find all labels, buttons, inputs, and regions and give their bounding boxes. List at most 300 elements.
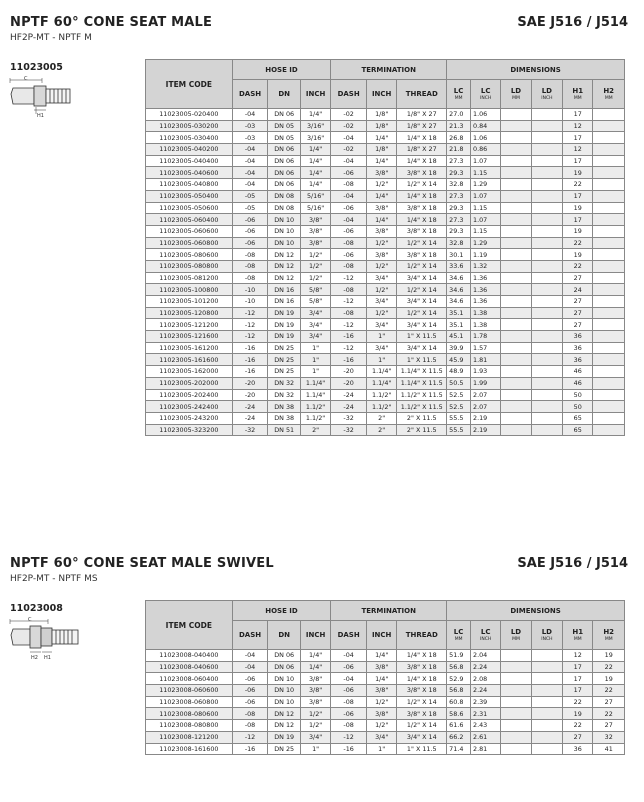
table-cell: 1/2" <box>367 720 397 732</box>
table-cell: 27 <box>563 296 593 308</box>
table-cell: -04 <box>232 144 268 156</box>
table-cell: DN 32 <box>268 377 301 389</box>
table-cell: -04 <box>331 650 367 662</box>
table-cell: 1/4" <box>367 155 397 167</box>
table-cell: 1.06 <box>471 109 501 121</box>
table-cell: 46 <box>563 366 593 378</box>
table-cell: -06 <box>331 202 367 214</box>
table-cell <box>593 284 625 296</box>
table-cell: -04 <box>232 167 268 179</box>
item-code-cell: 11023005-202000 <box>146 377 233 389</box>
item-code-cell: 11023005-020400 <box>146 109 233 121</box>
table-cell <box>501 720 531 732</box>
table-cell <box>531 260 562 272</box>
table-cell: 1" X 11.5 <box>397 743 447 755</box>
standard-label: SAE J516 / J514 <box>517 556 628 571</box>
table-cell <box>593 167 625 179</box>
table-cell <box>531 731 562 743</box>
table-cell: 1/8" X 27 <box>397 109 447 121</box>
item-code-cell: 11023005-040200 <box>146 144 233 156</box>
table-cell: 36 <box>563 743 593 755</box>
table-cell: 1/2" <box>300 720 330 732</box>
table-cell: -06 <box>232 673 268 685</box>
table-cell: 55.5 <box>447 412 471 424</box>
column-header-unit: MM <box>454 96 463 101</box>
table-cell: -10 <box>232 296 268 308</box>
table-cell <box>501 424 531 436</box>
table-cell: 22 <box>563 260 593 272</box>
column-header <box>501 621 531 650</box>
table-cell <box>531 319 562 331</box>
column-header-label: DASH <box>337 631 360 639</box>
item-code-cell: 11023005-040400 <box>146 155 233 167</box>
table-cell: 1/2" <box>300 272 330 284</box>
table-body <box>146 109 625 436</box>
table-row <box>146 377 625 389</box>
table-cell: -24 <box>232 412 268 424</box>
table-cell: 1.1/4" X 11.5 <box>397 366 447 378</box>
table-cell: DN 10 <box>268 685 301 697</box>
table-cell: 3/16" <box>300 120 330 132</box>
table-cell: 1/2" <box>367 696 397 708</box>
table-cell: -08 <box>232 720 268 732</box>
table-cell: -12 <box>232 331 268 343</box>
table-cell: 1/2" <box>367 284 397 296</box>
item-code-cell: 11023008-080600 <box>146 708 233 720</box>
table-cell: -20 <box>232 389 268 401</box>
table-cell <box>501 743 531 755</box>
table-cell: 2.07 <box>471 389 501 401</box>
table-cell: -08 <box>331 260 367 272</box>
table-cell: 22 <box>593 661 625 673</box>
table-cell: 1" <box>367 743 397 755</box>
table-cell <box>531 650 562 662</box>
table-cell: DN 10 <box>268 214 301 226</box>
table-cell: 5/16" <box>300 202 330 214</box>
table-cell: 1/2" <box>367 237 397 249</box>
table-cell <box>593 237 625 249</box>
table-cell: 19 <box>563 708 593 720</box>
table-cell: -16 <box>232 743 268 755</box>
column-header <box>300 80 330 109</box>
table-cell <box>593 366 625 378</box>
table-cell: -06 <box>232 685 268 697</box>
item-code-cell: 11023005-162000 <box>146 366 233 378</box>
item-code-cell: 11023005-030400 <box>146 132 233 144</box>
table-cell: 3/8" <box>367 249 397 261</box>
table-cell: -16 <box>232 342 268 354</box>
column-header-unit: MM <box>604 96 613 101</box>
table-cell: 24 <box>563 284 593 296</box>
table-row <box>146 696 625 708</box>
table-cell: DN 16 <box>268 284 301 296</box>
table-cell: 1/4" <box>367 650 397 662</box>
standard-label: SAE J516 / J514 <box>517 15 628 30</box>
table-cell <box>531 179 562 191</box>
table-cell <box>501 284 531 296</box>
table-cell: 1.1/2" <box>367 389 397 401</box>
column-header <box>471 621 501 650</box>
column-header <box>367 80 397 109</box>
table-cell: 1/4" X 18 <box>397 132 447 144</box>
table-cell: DN 16 <box>268 296 301 308</box>
table-cell: -06 <box>331 685 367 697</box>
column-header-label: INCH <box>371 90 392 98</box>
table-cell: -08 <box>331 179 367 191</box>
item-code-cell: 11023008-161600 <box>146 743 233 755</box>
table-row <box>146 237 625 249</box>
column-header-label: DN <box>278 631 290 639</box>
table-cell <box>531 743 562 755</box>
fitting-male-diagram-icon <box>8 74 86 124</box>
table-cell: 33.6 <box>447 260 471 272</box>
table-cell: -12 <box>232 307 268 319</box>
table-cell <box>501 120 531 132</box>
table-cell <box>531 225 562 237</box>
table-cell: 2.43 <box>471 720 501 732</box>
table-cell: 32.8 <box>447 179 471 191</box>
table-cell: 3/8" X 18 <box>397 225 447 237</box>
table-cell: DN 06 <box>268 179 301 191</box>
column-header-unit: MM <box>512 96 520 101</box>
table-cell: DN 05 <box>268 120 301 132</box>
table-cell: -20 <box>232 377 268 389</box>
table-cell: DN 12 <box>268 272 301 284</box>
table-cell: 3/8" <box>367 685 397 697</box>
table-cell: 1/2" X 14 <box>397 179 447 191</box>
item-code-cell: 11023005-161200 <box>146 342 233 354</box>
table-cell <box>593 260 625 272</box>
table-cell: 3/4" <box>300 731 330 743</box>
header-termination: TERMINATION <box>331 60 447 80</box>
table-cell: 27 <box>563 319 593 331</box>
table-cell: 17 <box>563 155 593 167</box>
column-header-label: LD <box>541 87 552 95</box>
table-cell <box>501 272 531 284</box>
table-cell: DN 25 <box>268 354 301 366</box>
table-cell <box>501 696 531 708</box>
table-cell: -12 <box>331 296 367 308</box>
table-cell: 19 <box>563 202 593 214</box>
table-cell: 35.1 <box>447 319 471 331</box>
table-cell: 3/4" X 14 <box>397 272 447 284</box>
header-dimensions: DIMENSIONS <box>447 601 625 621</box>
table-cell: -12 <box>331 731 367 743</box>
table-cell <box>531 661 562 673</box>
item-code-cell: 11023005-060600 <box>146 225 233 237</box>
table-cell: 71.4 <box>447 743 471 755</box>
table-cell <box>531 354 562 366</box>
table-cell: 3/8" <box>367 202 397 214</box>
table-cell: 1.07 <box>471 155 501 167</box>
table-cell: 1/4" <box>367 214 397 226</box>
item-code-cell: 11023005-080800 <box>146 260 233 272</box>
table-row <box>146 179 625 191</box>
table-cell <box>593 319 625 331</box>
column-header-unit: INCH <box>480 637 492 642</box>
table-cell <box>593 132 625 144</box>
table-row <box>146 720 625 732</box>
table-cell <box>531 307 562 319</box>
table-cell: 3/16" <box>300 132 330 144</box>
table-cell: 1" X 11.5 <box>397 331 447 343</box>
table-cell: 51.9 <box>447 650 471 662</box>
table-cell: 1" <box>300 366 330 378</box>
item-code-cell: 11023005-100800 <box>146 284 233 296</box>
header-hose-id: HOSE ID <box>232 60 331 80</box>
table-cell: -24 <box>331 389 367 401</box>
table-cell: DN 06 <box>268 650 301 662</box>
table-cell: 27 <box>563 272 593 284</box>
table-cell: -04 <box>232 661 268 673</box>
table-cell: 19 <box>563 249 593 261</box>
table-cell: -32 <box>232 424 268 436</box>
table-cell <box>531 202 562 214</box>
table-cell: -06 <box>232 214 268 226</box>
section-subtitle: HF2P-MT - NPTF M <box>10 33 92 43</box>
table-cell <box>593 412 625 424</box>
table-cell: 19 <box>593 650 625 662</box>
table-cell <box>531 237 562 249</box>
table-cell: 19 <box>593 673 625 685</box>
table-cell: 21.3 <box>447 120 471 132</box>
table-row <box>146 296 625 308</box>
item-code-cell: 11023005-101200 <box>146 296 233 308</box>
column-header-label: LC <box>480 87 491 95</box>
table-cell <box>531 249 562 261</box>
table-cell: 1/4" <box>300 650 330 662</box>
table-cell: 22 <box>563 696 593 708</box>
table-cell: 55.5 <box>447 424 471 436</box>
table-cell: 19 <box>563 167 593 179</box>
table-cell <box>531 708 562 720</box>
header-item-code: ITEM CODE <box>146 60 233 109</box>
table-cell: DN 32 <box>268 389 301 401</box>
table-cell: 12 <box>563 120 593 132</box>
table-cell: -12 <box>331 272 367 284</box>
table-cell: 3/4" <box>367 272 397 284</box>
table-cell: 3/4" X 14 <box>397 731 447 743</box>
table-cell <box>501 708 531 720</box>
table-cell: 1.1/2" X 11.5 <box>397 401 447 413</box>
column-header-unit: MM <box>573 96 582 101</box>
table-cell: 1.57 <box>471 342 501 354</box>
table-cell: -06 <box>331 661 367 673</box>
table-cell: 2.31 <box>471 708 501 720</box>
table-cell <box>531 120 562 132</box>
table-cell <box>593 214 625 226</box>
table-cell: 1/2" <box>367 179 397 191</box>
column-header-label: THREAD <box>405 90 438 98</box>
table-cell: -04 <box>331 214 367 226</box>
item-code-cell: 11023008-121200 <box>146 731 233 743</box>
table-cell: 2.08 <box>471 673 501 685</box>
table-cell: 1/4" <box>300 167 330 179</box>
table-cell <box>501 319 531 331</box>
table-cell: -08 <box>331 696 367 708</box>
column-header <box>367 621 397 650</box>
table-cell: 22 <box>563 720 593 732</box>
table-cell: -08 <box>232 272 268 284</box>
item-code-cell: 11023005-081200 <box>146 272 233 284</box>
table-cell: 1/2" X 14 <box>397 720 447 732</box>
table-cell <box>593 109 625 121</box>
table-cell: -04 <box>331 132 367 144</box>
table-cell: 0.86 <box>471 144 501 156</box>
table-cell: 22 <box>593 708 625 720</box>
table-row <box>146 319 625 331</box>
table-cell: 2" X 11.5 <box>397 412 447 424</box>
table-row <box>146 331 625 343</box>
table-cell <box>593 190 625 202</box>
column-header <box>232 621 268 650</box>
table-cell: DN 25 <box>268 743 301 755</box>
table-cell <box>501 225 531 237</box>
table-cell <box>501 249 531 261</box>
table-cell: 1/4" <box>300 144 330 156</box>
item-code-cell: 11023005-120800 <box>146 307 233 319</box>
table-cell: 1/2" <box>300 708 330 720</box>
table-cell: DN 38 <box>268 401 301 413</box>
column-header-label: INCH <box>305 90 326 98</box>
table-cell: -08 <box>232 708 268 720</box>
item-code-cell: 11023005-121600 <box>146 331 233 343</box>
item-code-cell: 11023005-060800 <box>146 237 233 249</box>
table-row <box>146 284 625 296</box>
table-cell: 1.15 <box>471 225 501 237</box>
table-cell <box>501 366 531 378</box>
table-cell: DN 10 <box>268 237 301 249</box>
column-header-label: THREAD <box>405 631 438 639</box>
table-cell: DN 10 <box>268 225 301 237</box>
table-cell <box>501 377 531 389</box>
table-cell: 19 <box>563 225 593 237</box>
table-cell <box>531 673 562 685</box>
table-cell <box>501 731 531 743</box>
table-cell: 1/2" <box>300 260 330 272</box>
table-row <box>146 144 625 156</box>
column-header <box>563 80 593 109</box>
table-cell <box>593 377 625 389</box>
table-row <box>146 708 625 720</box>
column-header-label: LC <box>453 87 464 95</box>
table-cell: 3/4" X 14 <box>397 319 447 331</box>
table-cell: 5/8" <box>300 296 330 308</box>
column-header <box>268 80 301 109</box>
table-cell: 2.39 <box>471 696 501 708</box>
table-cell <box>531 272 562 284</box>
table-cell: 3/4" <box>300 331 330 343</box>
table-cell: 29.3 <box>447 225 471 237</box>
table-cell: 3/4" <box>300 319 330 331</box>
table-cell: -16 <box>331 331 367 343</box>
column-header <box>501 80 531 109</box>
table-cell <box>531 144 562 156</box>
table-cell: 1.38 <box>471 307 501 319</box>
table-cell: 56.8 <box>447 685 471 697</box>
table-cell: 3/8" <box>367 167 397 179</box>
table-cell: 52.9 <box>447 673 471 685</box>
table-cell: 2.07 <box>471 401 501 413</box>
item-code-cell: 11023005-040800 <box>146 179 233 191</box>
table-cell <box>501 661 531 673</box>
table-cell: -24 <box>232 401 268 413</box>
item-code-cell: 11023008-040400 <box>146 650 233 662</box>
table-cell: 50 <box>563 389 593 401</box>
item-code-cell: 11023008-060600 <box>146 685 233 697</box>
table-row <box>146 366 625 378</box>
table-cell: 17 <box>563 661 593 673</box>
table-cell: 29.3 <box>447 167 471 179</box>
spec-table <box>145 59 625 436</box>
table-cell <box>531 401 562 413</box>
table-cell <box>501 260 531 272</box>
table-cell: 1.1/4" <box>367 377 397 389</box>
table-cell <box>501 202 531 214</box>
table-cell: 1/2" <box>367 307 397 319</box>
table-cell: 65 <box>563 424 593 436</box>
table-cell: 0.84 <box>471 120 501 132</box>
table-body <box>146 650 625 755</box>
product-code: 11023005 <box>10 62 63 73</box>
column-header <box>447 621 471 650</box>
table-cell: -12 <box>232 319 268 331</box>
table-row <box>146 424 625 436</box>
table-cell: 1/4" <box>300 155 330 167</box>
table-cell <box>531 284 562 296</box>
table-cell: -08 <box>232 260 268 272</box>
table-cell: 30.1 <box>447 249 471 261</box>
table-row <box>146 673 625 685</box>
table-cell: 34.6 <box>447 284 471 296</box>
table-cell: 2.24 <box>471 685 501 697</box>
table-cell <box>501 673 531 685</box>
diagram-label-c: C <box>24 76 28 82</box>
table-cell: 3/8" <box>300 696 330 708</box>
table-cell: 1/2" <box>300 249 330 261</box>
table-cell: 5/16" <box>300 190 330 202</box>
table-cell: 2.19 <box>471 424 501 436</box>
table-cell: 27 <box>593 720 625 732</box>
table-cell: 3/4" <box>367 296 397 308</box>
table-row <box>146 249 625 261</box>
item-code-cell: 11023005-323200 <box>146 424 233 436</box>
table-cell: 45.9 <box>447 354 471 366</box>
header-item-code: ITEM CODE <box>146 601 233 650</box>
table-cell: 2" <box>300 424 330 436</box>
table-cell: 3/8" <box>300 685 330 697</box>
table-row <box>146 225 625 237</box>
table-cell: 1.15 <box>471 202 501 214</box>
table-row <box>146 120 625 132</box>
table-cell: 27.3 <box>447 214 471 226</box>
table-cell: DN 25 <box>268 342 301 354</box>
column-header <box>300 621 330 650</box>
table-cell: 3/8" <box>300 673 330 685</box>
table-cell: -20 <box>331 377 367 389</box>
column-header-label: LD <box>541 628 552 636</box>
column-header-label: DASH <box>238 90 262 98</box>
table-cell: 61.6 <box>447 720 471 732</box>
table-row <box>146 272 625 284</box>
table-cell: -05 <box>232 190 268 202</box>
table-cell: 3/4" <box>367 319 397 331</box>
table-cell: -16 <box>232 354 268 366</box>
table-cell: 3/8" X 18 <box>397 685 447 697</box>
table-cell: -02 <box>331 109 367 121</box>
table-cell: -06 <box>331 225 367 237</box>
table-cell: 17 <box>563 109 593 121</box>
